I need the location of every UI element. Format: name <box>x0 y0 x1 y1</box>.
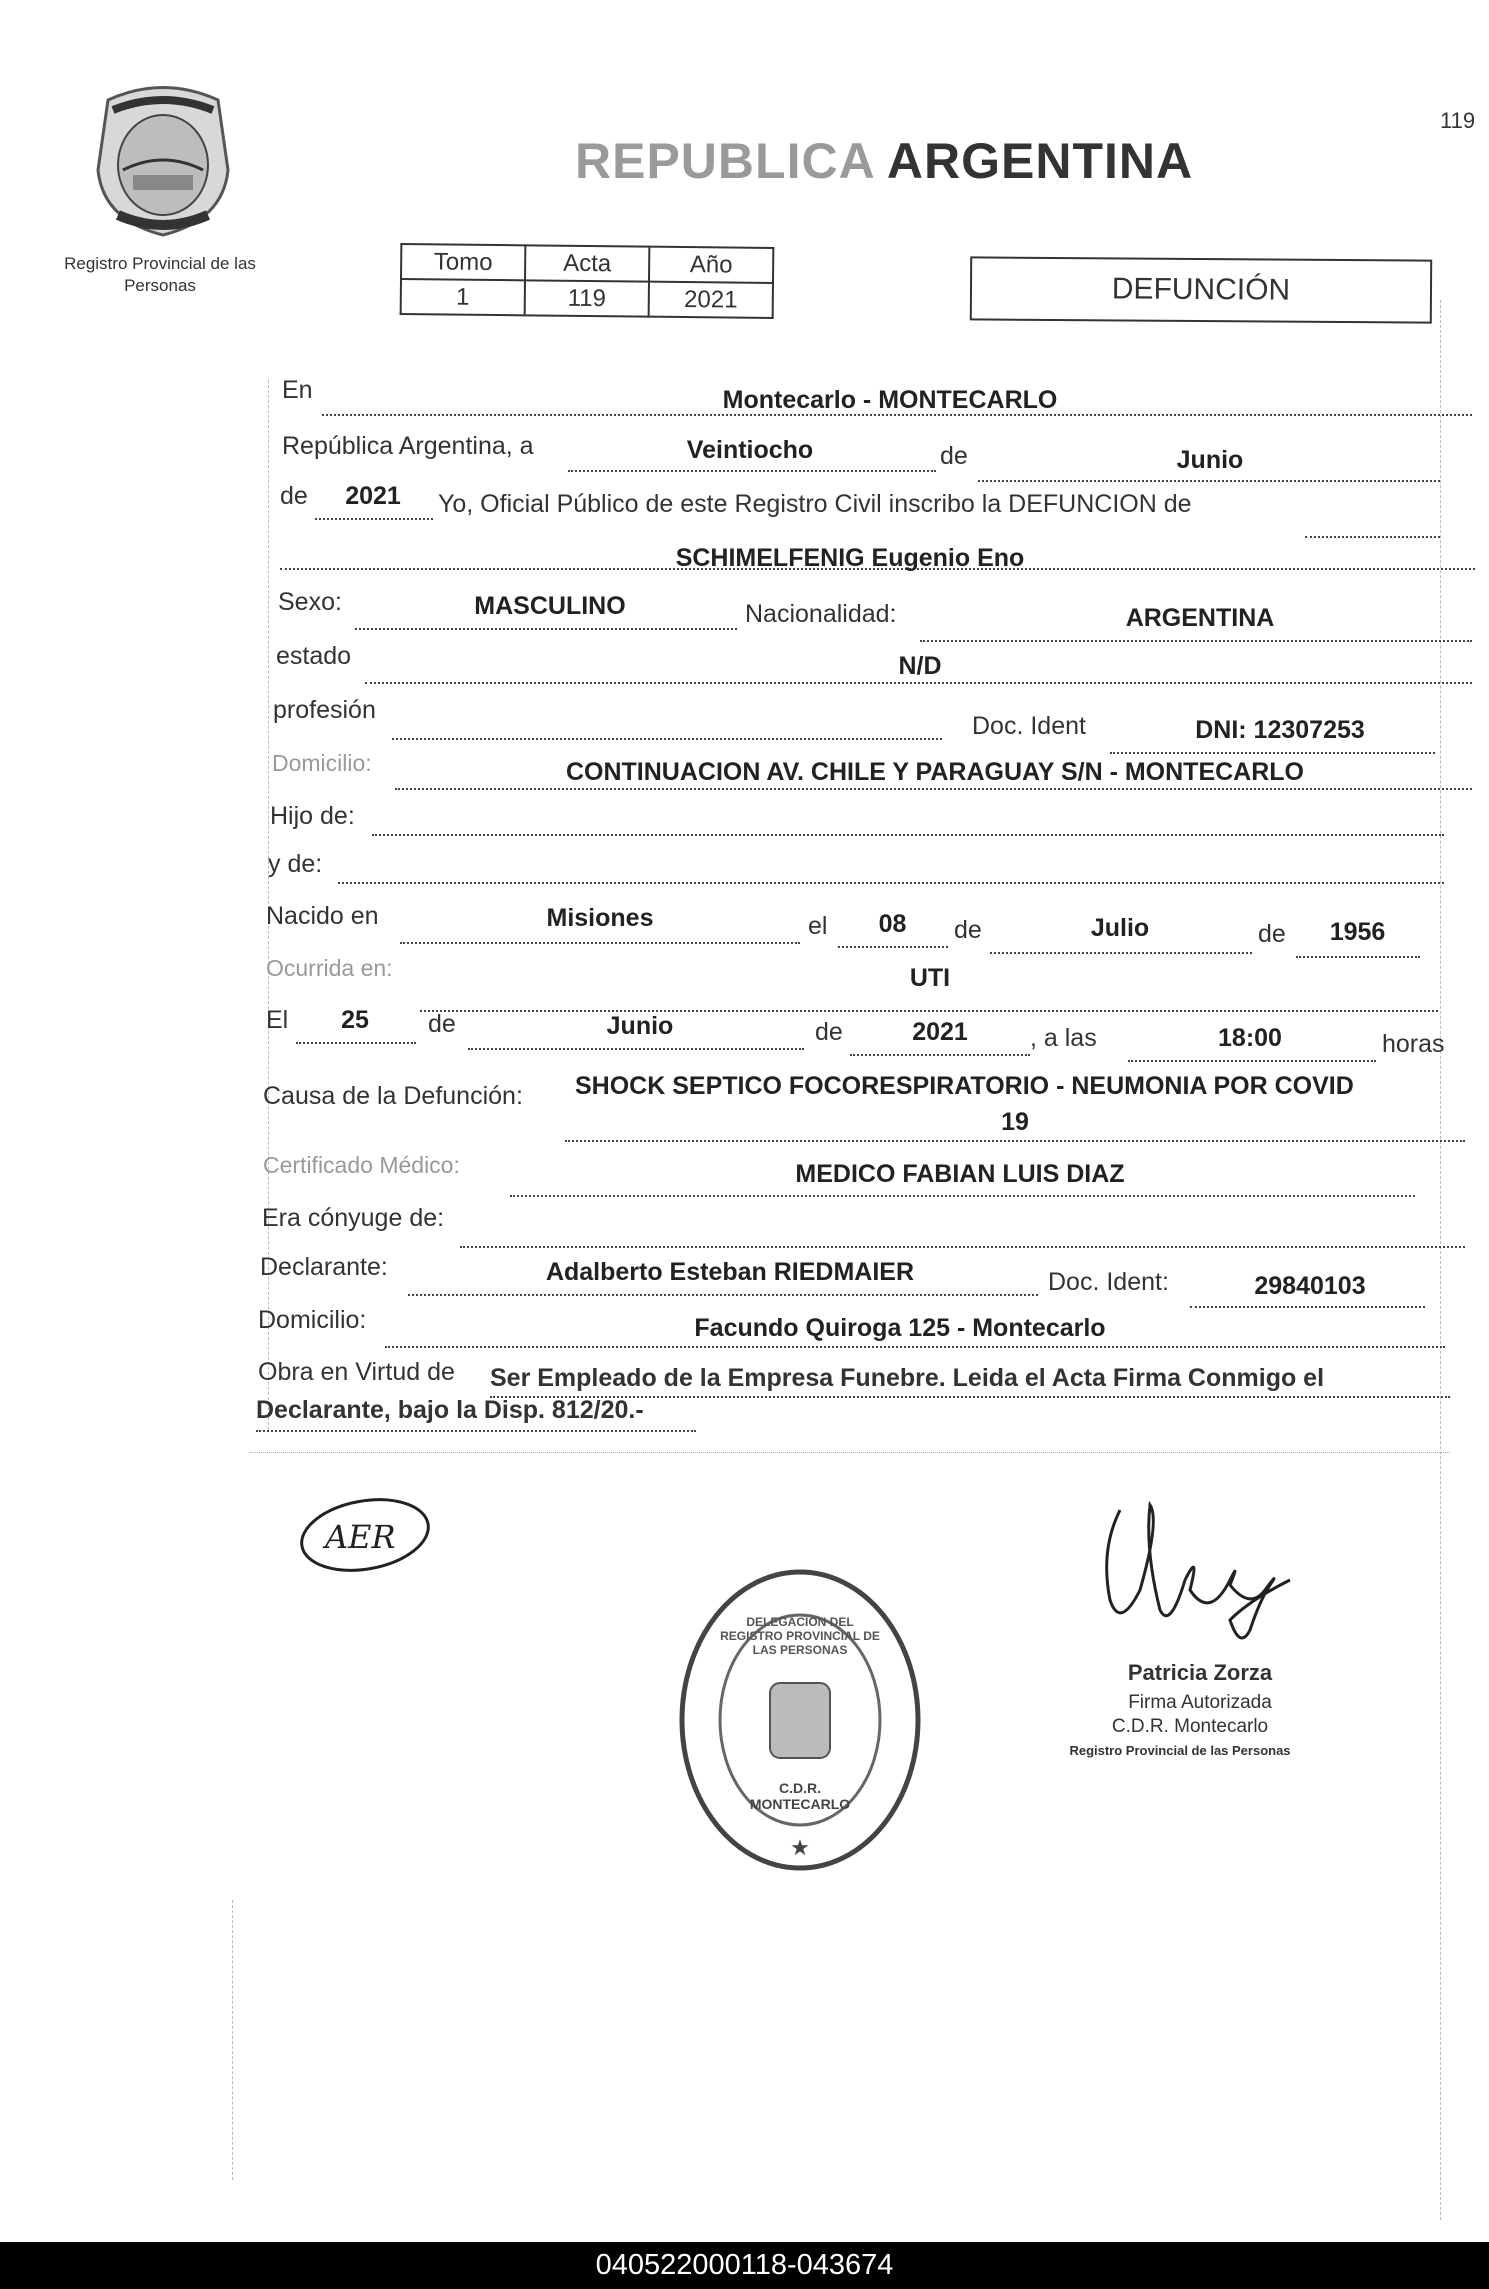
day-dots <box>568 470 936 472</box>
nacido-value: Misiones <box>546 904 654 932</box>
death-month-dots <box>468 1048 804 1050</box>
birth-month-dots <box>990 952 1252 954</box>
signatory-role: Firma Autorizada <box>1128 1692 1272 1713</box>
barcode-text: 040522000118-043674 <box>0 2242 1489 2289</box>
birth-de-label: de <box>954 916 982 944</box>
yo-text: Yo, Oficial Público de este Registro Civil inscribo la DEFUNCION de <box>438 490 1192 518</box>
registry-value-tomo: 1 <box>401 279 525 315</box>
initials-mark <box>295 1490 435 1580</box>
stamp-icon <box>675 1565 925 1875</box>
declarante-label: Declarante: <box>260 1253 388 1281</box>
obra-value1: Ser Empleado de la Empresa Funebre. Leida el Acta Firma Conmigo el <box>490 1364 1325 1392</box>
page-number: 119 <box>1440 108 1476 133</box>
hijo-label: Hijo de: <box>270 802 355 830</box>
sexo-value: MASCULINO <box>474 592 626 620</box>
el2-label: El <box>266 1006 289 1034</box>
nacido-label: Nacido en <box>266 902 379 930</box>
name-dots-end <box>1305 536 1440 538</box>
decl-dom-value: Facundo Quiroga 125 - Montecarlo <box>694 1314 1106 1342</box>
declarante-value: Adalberto Esteban RIEDMAIER <box>545 1258 915 1286</box>
obra-dots2 <box>256 1430 696 1432</box>
doc-label: Doc. Ident <box>972 712 1086 740</box>
year-prefix: de <box>280 482 308 510</box>
svg-text:★: ★ <box>790 1836 810 1861</box>
signature <box>1090 1490 1320 1650</box>
obra-label: Obra en Virtud de <box>258 1358 455 1386</box>
estado-value: N/D <box>898 652 942 680</box>
nacionalidad-dots <box>920 640 1472 642</box>
title-part2: ARGENTINA <box>886 133 1194 189</box>
de-label: de <box>940 442 968 470</box>
birth-day-dots <box>838 946 948 948</box>
ocurrida-label: Ocurrida en: <box>266 955 393 981</box>
profesion-label: profesión <box>273 696 376 724</box>
decl-dom-label: Domicilio: <box>258 1306 367 1334</box>
province-seal-icon <box>88 80 238 240</box>
deceased-name: SCHIMELFENIG Eugenio Eno <box>675 544 1025 572</box>
death-year-dots <box>850 1054 1030 1056</box>
time-dots <box>1128 1060 1376 1062</box>
estado-label: estado <box>276 642 352 670</box>
cert-label: Certificado Médico: <box>263 1152 460 1178</box>
profesion-dots <box>392 738 942 740</box>
registry-header-acta: Acta <box>525 245 649 281</box>
org-name: Registro Provincial de las Personas <box>64 254 256 295</box>
margin-rule-lower <box>232 1900 233 2180</box>
nacionalidad-label: Nacionalidad: <box>745 600 897 628</box>
yde-label: y de: <box>268 850 323 878</box>
day-words: Veintiocho <box>686 436 814 464</box>
birth-de-label-2: de <box>1258 920 1286 948</box>
death-day-dots <box>296 1042 416 1044</box>
decl-dom-dots <box>385 1346 1445 1348</box>
causa-line2: 19 <box>1001 1108 1029 1136</box>
signatory-name: Patricia Zorza <box>1127 1660 1273 1685</box>
registry-header-tomo: Tomo <box>401 244 525 280</box>
signature-icon <box>1090 1490 1320 1650</box>
year-dots <box>315 518 433 520</box>
death-de-label-2: de <box>815 1018 843 1046</box>
birth-month: Julio <box>1090 914 1150 942</box>
declarante-dots <box>408 1294 1038 1296</box>
death-year: 2021 <box>912 1018 968 1046</box>
signatory-registry: Registro Provincial de las Personas <box>1069 1743 1291 1758</box>
month-dots <box>978 480 1440 482</box>
death-month: Junio <box>606 1012 674 1040</box>
domicilio-dots <box>395 788 1472 790</box>
birth-year: 1956 <box>1329 918 1386 946</box>
year: 2021 <box>345 482 401 510</box>
province-seal <box>88 80 238 240</box>
initials-text: AER <box>325 1518 396 1556</box>
registry-table <box>400 243 775 319</box>
margin-rule-right <box>1440 300 1441 2220</box>
signatory-office: C.D.R. Montecarlo <box>1111 1716 1269 1737</box>
registry-value-ano: 2021 <box>649 282 773 318</box>
decl-doc-dots <box>1190 1306 1425 1308</box>
registry-header-ano: Año <box>649 247 773 283</box>
domicilio-value: CONTINUACION AV. CHILE Y PARAGUAY S/N - MONTECARLO <box>565 758 1305 786</box>
doc-value: DNI: 12307253 <box>1195 716 1365 744</box>
alas-label: , a las <box>1030 1024 1097 1052</box>
en-value: Montecarlo - MONTECARLO <box>722 386 1058 414</box>
decl-doc-label: Doc. Ident: <box>1048 1268 1169 1296</box>
death-time: 18:00 <box>1218 1024 1282 1052</box>
registry-value-acta: 119 <box>525 280 649 316</box>
closing-dots <box>250 1452 1450 1453</box>
death-de-label: de <box>428 1010 456 1038</box>
doc-dots <box>1110 752 1435 754</box>
nacionalidad-value: ARGENTINA <box>1125 604 1275 632</box>
stamp-outer-text: DELEGACION DEL REGISTRO PROVINCIAL DE LAS PERSONAS <box>720 1615 880 1657</box>
ocurrida-value: UTI <box>909 964 951 992</box>
conyuge-label: Era cónyuge de: <box>262 1204 445 1232</box>
death-day: 25 <box>341 1006 369 1034</box>
sexo-label: Sexo: <box>278 588 342 616</box>
yde-dots <box>338 882 1444 884</box>
page-title <box>575 132 1193 190</box>
sexo-dots <box>355 628 737 630</box>
decl-doc-value: 29840103 <box>1254 1272 1366 1300</box>
month: Junio <box>1176 446 1244 474</box>
birth-year-dots <box>1296 956 1420 958</box>
en-label: En <box>282 376 313 404</box>
causa-line1: SHOCK SEPTICO FOCORESPIRATORIO - NEUMONIA POR COVID <box>575 1072 1354 1100</box>
estado-dots <box>365 682 1472 684</box>
birth-day: 08 <box>878 910 907 938</box>
cert-dots <box>510 1195 1415 1197</box>
document-type: DEFUNCIÓN <box>970 256 1432 323</box>
horas-label: horas <box>1382 1030 1445 1058</box>
title-part1: REPUBLICA <box>575 133 874 189</box>
causa-label: Causa de la Defunción: <box>263 1082 523 1110</box>
registry-stamp <box>675 1565 925 1875</box>
conyuge-dots <box>460 1246 1465 1248</box>
causa-dots <box>565 1140 1465 1142</box>
domicilio-label: Domicilio: <box>272 750 372 776</box>
el-label: el <box>808 912 828 940</box>
rep-label: República Argentina, a <box>282 432 534 460</box>
obra-value2: Declarante, bajo la Disp. 812/20.- <box>256 1396 644 1424</box>
cert-value: MEDICO FABIAN LUIS DIAZ <box>795 1160 1125 1188</box>
stamp-inner-text: C.D.R. MONTECARLO <box>749 1780 851 1812</box>
nacido-dots <box>400 942 800 944</box>
hijo-dots <box>372 834 1444 836</box>
